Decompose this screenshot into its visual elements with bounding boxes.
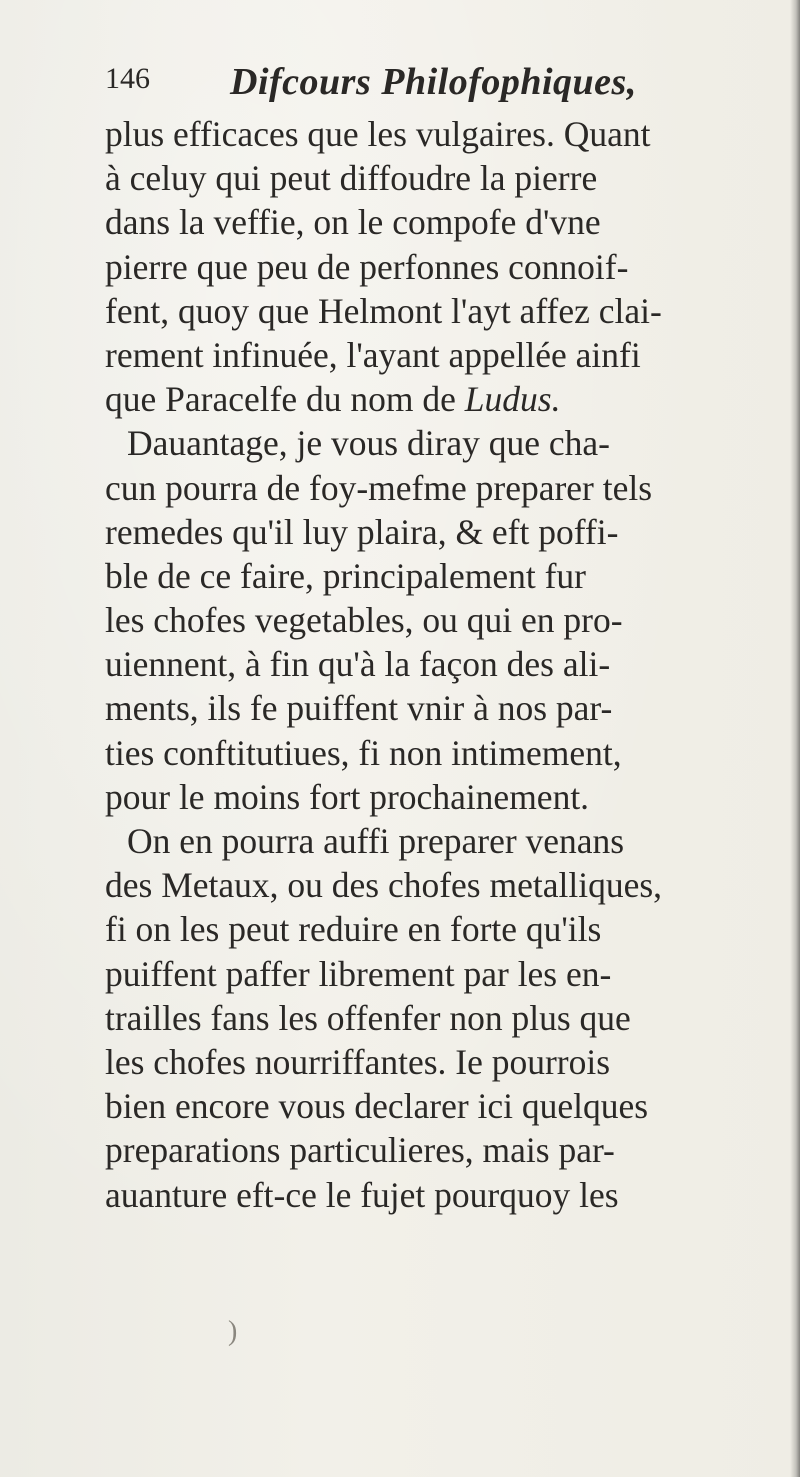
ludus-word: Ludus. — [464, 379, 561, 420]
page-number: 146 — [105, 62, 150, 95]
text-line: ments, ils fe puiffent vnir à nos par- — [105, 688, 613, 729]
text-line: pierre que peu de perfonnes connoif- — [105, 246, 629, 287]
stray-mark: ) — [228, 1316, 238, 1347]
text-line: preparations particulieres, mais par- — [105, 1130, 615, 1171]
text-line-ludus — [105, 377, 795, 421]
text-line: les chofes nourriffantes. Ie pourrois — [105, 1041, 611, 1082]
text-line: ble de ce faire, principalement fur — [105, 555, 586, 596]
text-line: bien encore vous declarer ici quelques — [105, 1086, 649, 1127]
text-line: ties conftitutiues, fi non intimement, — [105, 732, 622, 773]
text-line: puiffent paffer librement par les en- — [105, 953, 612, 994]
text-line: plus efficaces que les vulgaires. Quant — [105, 114, 651, 154]
text-line: cun pourra de foy-mefme preparer tels — [105, 467, 653, 508]
text-line: les chofes vegetables, ou qui en pro- — [105, 600, 623, 641]
text-line: des Metaux, ou des chofes metalliques, — [105, 865, 663, 906]
text-line: trailles fans les offenfer non plus que — [105, 997, 631, 1038]
ludus-prefix: que Paracelfe du nom de — [105, 379, 465, 420]
text-line: auanture eft-ce le fujet pourquoy les — [105, 1174, 619, 1215]
text-line: rement infinuée, l'ayant appellée ainfi — [105, 334, 641, 375]
running-title: Difcours Philofophiques, — [230, 61, 637, 103]
body-text — [105, 112, 795, 1217]
text-line: pour le moins fort prochainement. — [105, 776, 590, 817]
text-line: fent, quoy que Helmont l'ayt affez clai- — [105, 290, 662, 331]
text-line: dans la veffie, on le compofe d'vne — [105, 202, 601, 243]
text-line: Dauantage, je vous diray que cha- — [127, 423, 610, 464]
text-line: uiennent, à fin qu'à la façon des ali- — [105, 644, 611, 685]
text-line: remedes qu'il luy plaira, & eft poffi- — [105, 511, 619, 552]
text-line: On en pourra auffi preparer venans — [127, 821, 625, 861]
text-line: à celuy qui peut diffoudre la pierre — [105, 158, 598, 199]
text-line: fi on les peut reduire en forte qu'ils — [105, 909, 602, 950]
page-header — [105, 60, 725, 110]
